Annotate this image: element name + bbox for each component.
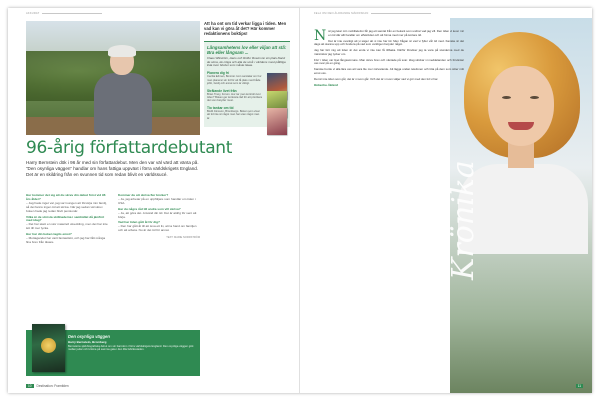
drop-cap: N: [314, 28, 327, 44]
page-number: 10: [28, 384, 32, 388]
book-info-text: Bernsteins självbiografiska debut om sin barndom i förra världskrigets England. Den osynliga väggen gick mellan judar och kristna på samma gata i den lilla fabriksstaden.: [68, 345, 194, 352]
left-running-head: AKKURAT: [26, 12, 105, 15]
column-signature: Rebecka Åkland: [314, 83, 338, 88]
interview-answer: – Mottagandet har varit fantastiskt, och jag har fått många fina brev från läsare.: [26, 236, 106, 244]
interview-answer: – Den har gått åt till att leva ett liv, att ta hand om familjen och att arbeta. Nu är det tid för annat.: [118, 224, 197, 233]
column-paragraph: Förr i tiden var livet långsammare. Man skrev brev och väntade på svar. Idag skickar vi meddelanden och förväntar oss svar på en gång.: [314, 57, 464, 66]
book-tip-title: Strålande livet från: [207, 88, 237, 93]
interview-answer: – Ja, att göra det. Använd din tid. Det är aldrig för sent att börja.: [118, 210, 197, 219]
book-info-title: Den osynliga väggen: [68, 334, 110, 339]
book-tips-title: Långsamhetens lov eller viljan att stå: Bra eller långsam ...: [207, 44, 287, 55]
book-tip-title: Planera dig fri: [207, 71, 229, 76]
sidebar-column: [204, 21, 290, 127]
column-paragraph: Kanske borde vi alla lära oss att vara lite mer närvarande. Att lägga undan telefonen och titta på dem som sitter mitt emot oss.: [314, 67, 464, 75]
column-body: [314, 30, 464, 88]
article-headline: 96-årig författardebutant: [26, 138, 233, 158]
book-info-box: [26, 330, 200, 376]
column-paragraph: Det är inte ovanligt att vi säger att vi inte har tid. Men frågan är vad vi fyller vår tid med. Kanske är det dags att stanna upp och fundera på vad som verkligen betyder något.: [314, 38, 464, 47]
right-folio: [576, 384, 586, 388]
book-tips-box: [204, 41, 290, 127]
column-vertical-title: Krönika: [446, 160, 481, 280]
book-tip-text: Cecilia Edman, Bonnier. Hon samtalar om hur man planerar sin tid för att få plats med både jobb, familj och annat som är viktigt.: [207, 75, 262, 86]
interview-question: Har du några råd till andra som vill skriva?: [118, 206, 181, 211]
interview-question: Vad har tiden gått åt för dig?: [118, 220, 160, 225]
page-number: 11: [577, 384, 581, 388]
interview-column-2: [118, 192, 200, 239]
interview-answer: – Jag hade inget val, jag var tvungen att försörja min familj, så det fanns ingen tid att skriva. När jag sedan väl skrev boken hade jag redan blivit pensionär.: [26, 200, 107, 213]
article-byline: TEXT: MARIE NORDSTRÖM: [166, 236, 200, 240]
book-tip: [207, 89, 287, 103]
column-paragraph: Det är inte tiden som går, det är vi som går. Och det är vi som väljer vad vi gör med den tid vi har.: [314, 76, 439, 81]
book-cover-image: [32, 324, 65, 372]
column-paragraph: När jag letar min mobiltelefon får jag ett samtal från en bekant som undrar vad jag vill. Den tiden vi lever i är en tid där allt handlar om effektivitet och att hinna med mer på kortare tid.: [314, 28, 464, 44]
interview-question: Kommer du att skriva fler böcker?: [118, 193, 169, 197]
magazine-spread: [8, 8, 592, 393]
book-info-author: Harry Bernstein, Bromberg: [68, 340, 107, 344]
book-tip: [207, 71, 287, 85]
right-page: [300, 8, 592, 393]
sidebar-intro: Att ha ont om tid verkar ligga i tiden. Men vad kan vi göra åt det? Här kommer redaktionens boktips!: [204, 21, 287, 37]
interview-column-1: [26, 192, 108, 246]
interview-question: Hur kommer det sig att du skrev din debut först vid 96 års ålder?: [26, 193, 106, 201]
column-paragraph: Jag har lärt mig att tiden är det enda vi inte kan få tillbaka. Därför försöker jag ta vara på stunderna med de människor jag tycker om.: [314, 48, 464, 56]
publication-name: Destination: Framtiden: [36, 384, 69, 388]
book-cover-image: [267, 108, 287, 135]
left-folio: [26, 384, 69, 388]
article-lead: Harry Bernstein dök i 96 år med sin författardebut. Men den var väl värd att vänta på. ”Den osynliga väggen” handlar om hans fattiga uppväxt i förra världskrigets England. Det är en skildring från en svunnen tid som redan blivit en världssucé.: [26, 160, 199, 177]
interview-answer: – Ja, jag arbetar på en uppföljare som handlar om tiden i USA.: [118, 196, 196, 205]
author-photo: [26, 21, 200, 135]
book-tip-title: Tio tankar om tid: [207, 105, 234, 110]
book-tip: [207, 106, 287, 120]
interview-question: Hur har din boken tagits emot?: [26, 232, 72, 237]
left-page: [8, 8, 300, 393]
book-tips-lead: Claes Wikström, Hans och Rolfur Rosén tar sin plats bland de stora, de roliga och alla de små: i världens mest pålitliga lista över böcker som måste läsas.: [207, 55, 286, 68]
book-tip-text: Bodil Jönsson, Brombergs. Boken som visar att tid inte är något man har utan något man är.: [207, 109, 260, 120]
interview-question: Vilka är de största skillnaderna i samhället då jämfört med idag?: [26, 214, 105, 223]
right-running-head: FELA OM DEN ÅLDRANDE MÄNNISKAN: [314, 12, 434, 15]
interview-answer: – Det har skett en stor materiell utveckling, men det har inte lett till mer lycka.: [26, 222, 108, 231]
book-tip-text: Brian Tracy, Forum. Hur tar man kontroll över tiden? Boken ger konkreta råd för att prioritera det som betyder mest.: [207, 92, 262, 103]
